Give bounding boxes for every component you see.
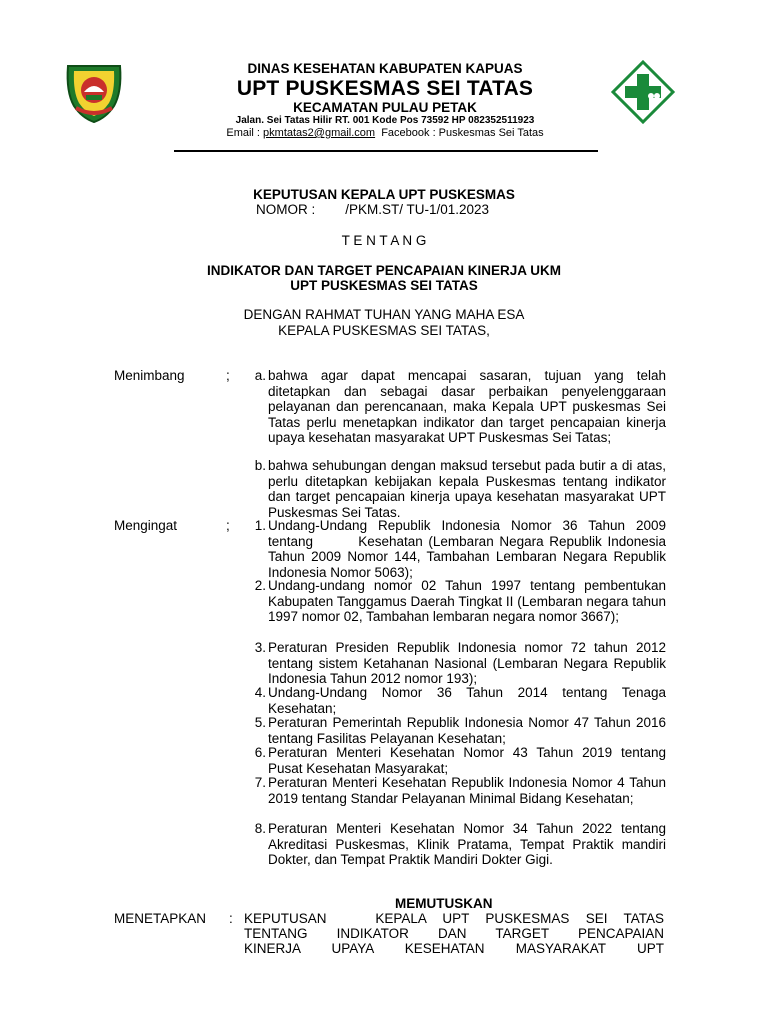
mengingat-item-text: Peraturan Presiden Republik Indonesia nomor 72 tahun 2012 tentang sistem Ketahanan Nasional (Lembaran Negara Republik Indonesia Tahun 2012 nomor 193); bbox=[268, 640, 666, 686]
rahmat-line-1: DENGAN RAHMAT TUHAN YANG MAHA ESA bbox=[243, 307, 525, 322]
header-address: Jalan. Sei Tatas Hilir RT. 001 Kode Pos 73592 HP 082352511923 bbox=[235, 115, 535, 126]
menimbang-item-text: bahwa sehubungan dengan maksud tersebut pada butir a di atas, perlu ditetapkan kebijakan kepala Puskesmas tentang indikator dan target pencapaian kinerja upaya kesehatan masyarakat UPT Puskesmas Sei Tatas. bbox=[268, 458, 666, 520]
memutuskan-heading: MEMUTUSKAN bbox=[395, 896, 493, 911]
mengingat-item-mark: 8. bbox=[254, 821, 266, 836]
header-institution: UPT PUSKESMAS SEI TATAS bbox=[236, 77, 534, 100]
header-district: KECAMATAN PULAU PETAK bbox=[293, 100, 477, 115]
menetapkan-label: MENETAPKAN bbox=[114, 911, 207, 926]
subject-line-1: INDIKATOR DAN TARGET PENCAPAIAN KINERJA UKM bbox=[206, 263, 561, 278]
mengingat-item-text: Peraturan Menteri Kesehatan Republik Indonesia Nomor 4 Tahun 2019 tentang Standar Pelayanan Minimal Bidang Kesehatan; bbox=[268, 775, 666, 806]
mengingat-item-text: Undang-Undang Nomor 36 Tahun 2014 tentang Tenaga Kesehatan; bbox=[268, 685, 666, 716]
mengingat-item-mark: 1. bbox=[254, 518, 266, 533]
mengingat-separator: ; bbox=[226, 518, 230, 533]
mengingat-item-text: Peraturan Menteri Kesehatan Nomor 34 Tahun 2022 tentang Akreditasi Puskesmas, Klinik Pratama, Tempat Praktik mandiri Dokter, dan Tempat Praktik Mandiri Dokter Gigi. bbox=[268, 821, 666, 867]
mengingat-item-mark: 5. bbox=[254, 715, 266, 730]
menimbang-item-mark: b. bbox=[254, 458, 266, 473]
mengingat-label: Mengingat bbox=[114, 518, 178, 533]
decree-title: KEPUTUSAN KEPALA UPT PUSKESMAS bbox=[253, 187, 515, 202]
menimbang-separator: ; bbox=[226, 368, 230, 383]
email-label: Email : bbox=[226, 127, 264, 139]
mengingat-item-text: Undang-Undang Republik Indonesia Nomor 36 Tahun 2009 tentang Kesehatan (Lembaran Negara Republik Indonesia Tahun 2009 Nomor 144, Tambahan Lembaran Negara Republik Indonesia Nomor 5063); bbox=[268, 518, 670, 580]
menimbang-item-mark: a. bbox=[254, 368, 266, 383]
mengingat-item-mark: 6. bbox=[254, 745, 266, 760]
tentang-heading: T E N T A N G bbox=[341, 233, 427, 248]
facebook-info: Facebook : Puskesmas Sei Tatas bbox=[375, 127, 544, 139]
header-contact bbox=[140, 127, 630, 139]
mengingat-item-text: Peraturan Menteri Kesehatan Nomor 43 Tahun 2019 tentang Pusat Kesehatan Masyarakat; bbox=[268, 745, 666, 776]
menimbang-item-text: bahwa agar dapat mencapai sasaran, tujuan yang telah ditetapkan dan sebagai dasar perbaikan penyelenggaraan pelayanan dan perencanaan, maka Kepala UPT puskesmas Sei Tatas perlu menetapkan indikator dan target pencapaian kinerja upaya kesehatan masyarakat UPT Puskesmas Sei Tatas; bbox=[268, 368, 666, 445]
menetapkan-separator: : bbox=[229, 911, 233, 926]
menimbang-label: Menimbang bbox=[114, 368, 185, 383]
decree-number: NOMOR : /PKM.ST/ TU-1/01.2023 bbox=[256, 202, 490, 217]
rahmat-line-2: KEPALA PUSKESMAS SEI TATAS, bbox=[278, 323, 490, 338]
email-link[interactable]: pkmtatas2@gmail.com bbox=[263, 127, 376, 139]
header-agency: DINAS KESEHATAN KABUPATEN KAPUAS bbox=[247, 61, 523, 76]
subject-line-2: UPT PUSKESMAS SEI TATAS bbox=[290, 278, 478, 293]
mengingat-item-mark: 2. bbox=[254, 578, 266, 593]
menetapkan-line: KEPUTUSAN KEPALA UPT PUSKESMAS SEI TATAS bbox=[244, 911, 664, 926]
header-divider bbox=[174, 150, 598, 152]
menetapkan-line: TENTANG INDIKATOR DAN TARGET PENCAPAIAN bbox=[244, 926, 664, 941]
mengingat-item-text: Undang-undang nomor 02 Tahun 1997 tentang pembentukan Kabupaten Tanggamus Daerah Tingkat II (Lembaran negara tahun 1997 nomor 02, Tambahan lembaran negara nomor 3667); bbox=[268, 578, 666, 624]
mengingat-item-text: Peraturan Pemerintah Republik Indonesia Nomor 47 Tahun 2016 tentang Fasilitas Pelayanan Kesehatan; bbox=[268, 715, 666, 746]
mengingat-item-mark: 4. bbox=[254, 685, 266, 700]
mengingat-item-mark: 3. bbox=[254, 640, 266, 655]
mengingat-item-mark: 7. bbox=[254, 775, 266, 790]
kapuas-regency-logo bbox=[62, 62, 126, 124]
menetapkan-line: KINERJA UPAYA KESEHATAN MASYARAKAT UPT bbox=[244, 941, 664, 956]
